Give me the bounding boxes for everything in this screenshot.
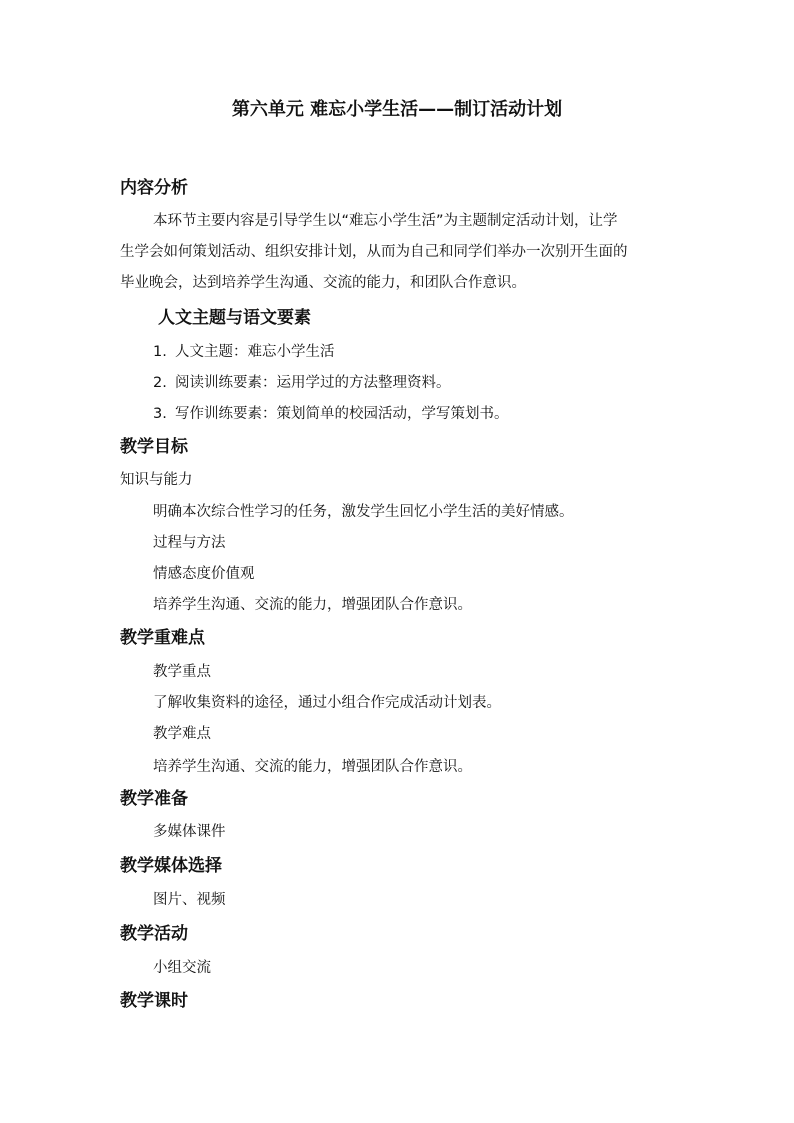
list-number: 3. bbox=[153, 406, 167, 422]
heading-key-points: 教学重难点 bbox=[120, 628, 205, 648]
heading-preparation: 教学准备 bbox=[120, 789, 188, 809]
preparation-text: 多媒体课件 bbox=[153, 824, 226, 840]
media-text: 图片、视频 bbox=[153, 892, 226, 908]
subheading-difficult: 教学难点 bbox=[153, 726, 211, 742]
key-text: 了解收集资料的途径，通过小组合作完成活动计划表。 bbox=[153, 695, 501, 711]
heading-goals: 教学目标 bbox=[120, 437, 188, 457]
heading-content-analysis: 内容分析 bbox=[120, 178, 188, 198]
heading-theme: 人文主题与语文要素 bbox=[158, 308, 311, 328]
page-title: 第六单元 难忘小学生活——制订活动计划 bbox=[231, 99, 563, 120]
list-number: 2. bbox=[153, 375, 167, 391]
subheading-emotion: 情感态度价值观 bbox=[153, 566, 255, 582]
subheading-knowledge: 知识与能力 bbox=[120, 472, 193, 488]
heading-hours: 教学课时 bbox=[120, 991, 188, 1011]
heading-activity: 教学活动 bbox=[120, 924, 188, 944]
paragraph-line-2: 生学会如何策划活动、组织安排计划，从而为自己和同学们举办一次别开生面的 bbox=[120, 244, 628, 260]
list-item bbox=[153, 370, 451, 396]
list-item bbox=[153, 401, 509, 427]
emotion-text: 培养学生沟通、交流的能力，增强团队合作意识。 bbox=[153, 597, 472, 613]
list-text: 阅读训练要素：运用学过的方法整理资料。 bbox=[175, 375, 451, 391]
paragraph-line-3: 毕业晚会，达到培养学生沟通、交流的能力，和团队合作意识。 bbox=[120, 275, 526, 291]
list-text: 人文主题：难忘小学生活 bbox=[175, 344, 335, 360]
list-number: 1. bbox=[153, 344, 167, 360]
activity-text: 小组交流 bbox=[153, 960, 211, 976]
list-text: 写作训练要素：策划简单的校园活动，学写策划书。 bbox=[175, 406, 509, 422]
difficult-text: 培养学生沟通、交流的能力，增强团队合作意识。 bbox=[153, 759, 472, 775]
subheading-key: 教学重点 bbox=[153, 664, 211, 680]
knowledge-text: 明确本次综合性学习的任务，激发学生回忆小学生活的美好情感。 bbox=[153, 504, 574, 520]
paragraph-line-1: 本环节主要内容是引导学生以“难忘小学生活”为主题制定活动计划，让学 bbox=[153, 213, 618, 229]
heading-media: 教学媒体选择 bbox=[120, 856, 222, 876]
subheading-process: 过程与方法 bbox=[153, 535, 226, 551]
list-item bbox=[153, 339, 335, 365]
